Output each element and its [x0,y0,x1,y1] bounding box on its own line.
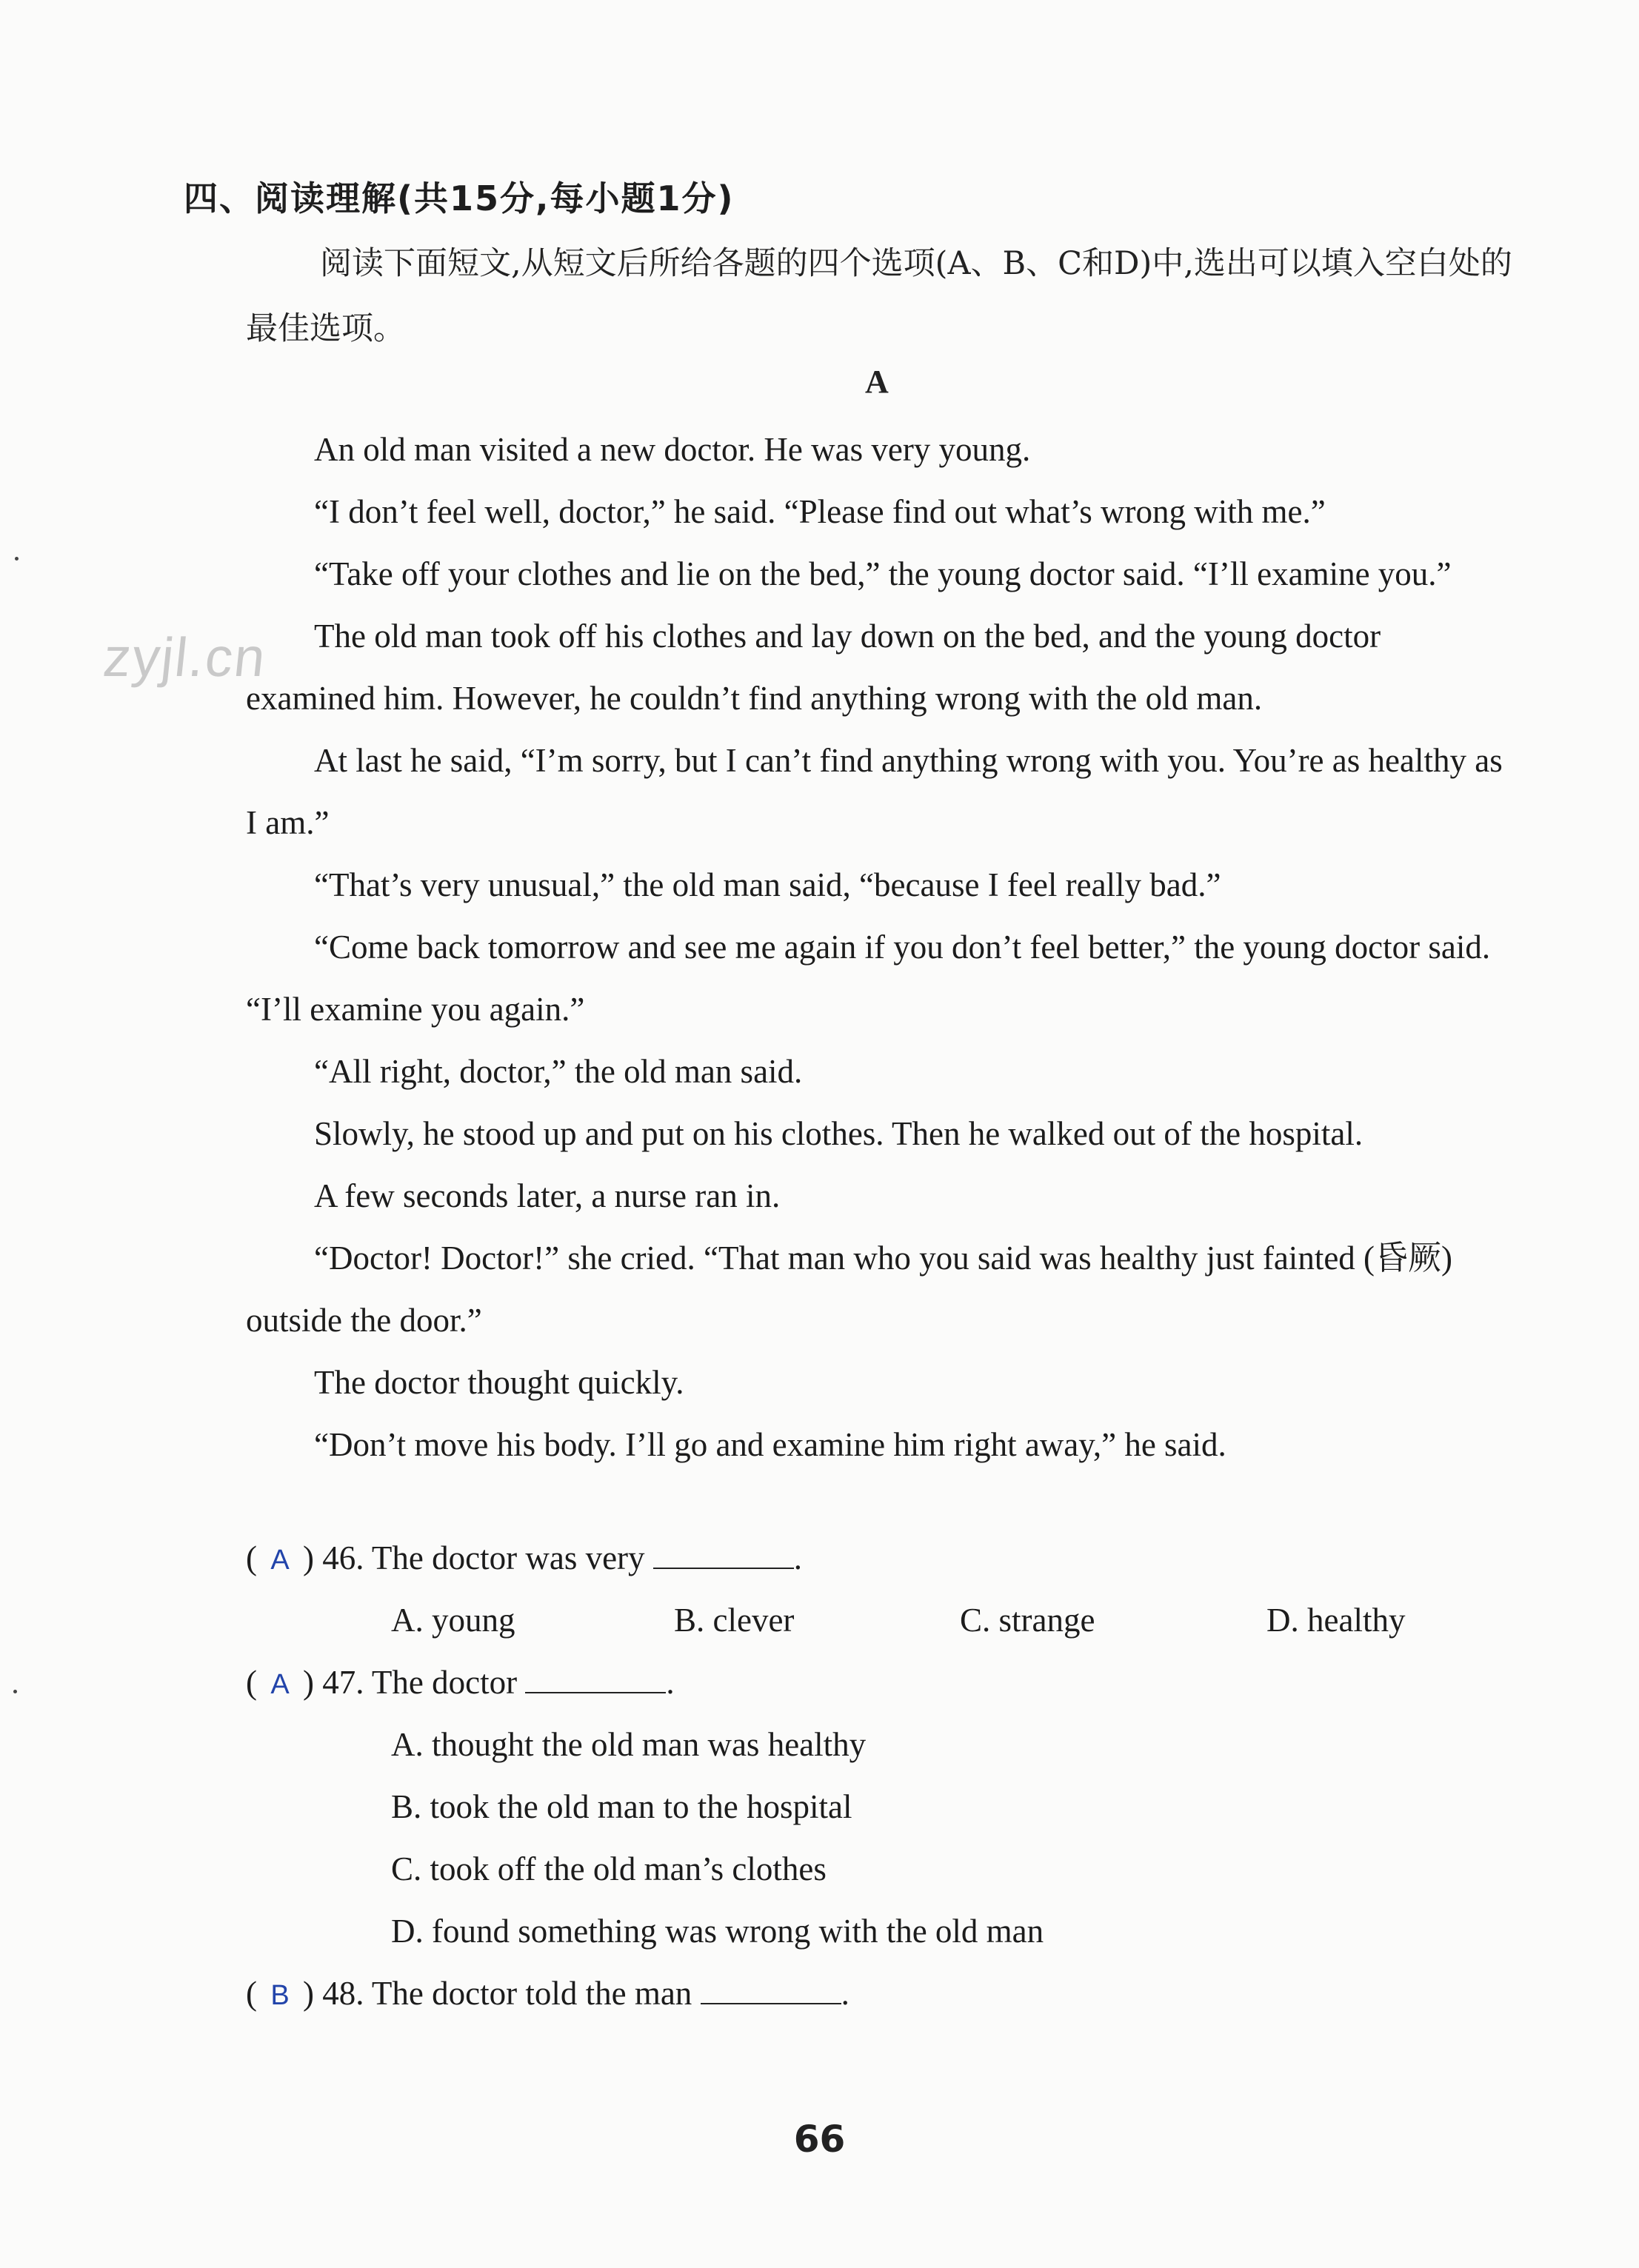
passage-paragraph: “All right, doctor,” the old man said. [314,1053,803,1090]
passage-paragraph: Slowly, he stood up and put on his clothes. Then he walked out of the hospital. [314,1115,1363,1152]
scan-speck [13,1690,17,1693]
answer-46: A [270,1545,290,1576]
option-d: D. found something was wrong with the old man [391,1913,1044,1950]
option-a: A. thought the old man was healthy [391,1726,867,1763]
section-title: 四、阅读理解(共15分,每小题1分) [184,178,735,218]
question-47: ( A ) 47. The doctor . [246,1664,675,1701]
answer-blank [525,1670,666,1693]
answer-blank [653,1545,794,1569]
question-stem: ) 48. The doctor told the man [303,1975,692,2012]
open-paren: ( [246,1539,257,1576]
passage-paragraph: The doctor thought quickly. [314,1364,684,1401]
passage-paragraph: “That’s very unusual,” the old man said, “because I feel really bad.” [314,866,1221,903]
answer-48: B [270,1980,290,2011]
passage-label: A [865,364,889,400]
passage-paragraph: An old man visited a new doctor. He was very young. [314,431,1031,468]
answer-47: A [270,1669,290,1700]
watermark: zyjl.cn [100,626,270,688]
passage-paragraph: “Come back tomorrow and see me again if you don’t feel better,” the young doctor said. “I’ll examine you again.” [246,929,1491,1028]
question-46: ( A ) 46. The doctor was very . [246,1539,803,1576]
passage-paragraph: “Take off your clothes and lie on the bed,” the young doctor said. “I’ll examine you.” [314,555,1452,592]
option-b: B. clever [674,1602,795,1639]
question-48: ( B ) 48. The doctor told the man . [246,1975,849,2012]
page-number: 66 [793,2118,846,2161]
question-stem: ) 46. The doctor was very [303,1539,645,1576]
answer-blank [701,1981,841,2004]
passage-paragraph: A few seconds later, a nurse ran in. [314,1177,781,1214]
question-stem: ) 47. The doctor [303,1664,518,1701]
passage-paragraph: “Don’t move his body. I’ll go and examine him right away,” he said. [314,1426,1226,1463]
instructions: 阅读下面短文,从短文后所给各题的四个选项(A、B、C和D)中,选出可以填入空白处的最佳选项。 [246,245,1512,347]
passage-paragraph: “Doctor! Doctor!” she cried. “That man who you said was healthy just fainted (昏厥) outside the door.” [246,1240,1453,1339]
scan-speck [15,557,19,561]
option-a: A. young [391,1602,515,1639]
option-c: C. strange [960,1602,1095,1639]
open-paren: ( [246,1664,257,1701]
option-d: D. healthy [1266,1602,1406,1639]
reading-passage [246,418,1516,1476]
passage-paragraph: The old man took off his clothes and lay down on the bed, and the young doctor examined him. However, he couldn’t find anything wrong with the old man. [246,618,1381,717]
passage-paragraph: At last he said, “I’m sorry, but I can’t find anything wrong with you. You’re as healthy as I am.” [246,742,1503,841]
passage-paragraph: “I don’t feel well, doctor,” he said. “Please find out what’s wrong with me.” [314,493,1326,530]
option-c: C. took off the old man’s clothes [391,1850,827,1887]
option-b: B. took the old man to the hospital [391,1788,852,1825]
open-paren: ( [246,1975,257,2012]
